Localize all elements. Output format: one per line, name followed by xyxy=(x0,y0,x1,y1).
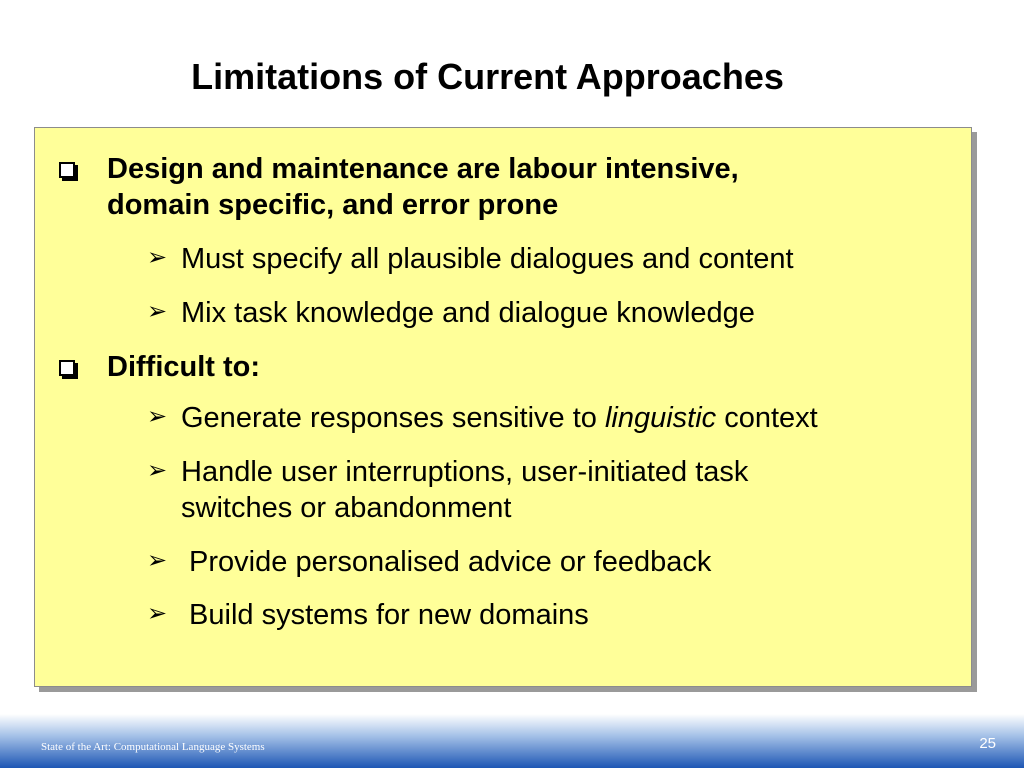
sub-bullet-text-part: Generate responses sensitive to xyxy=(181,402,605,434)
arrowhead-bullet-icon: ➢ xyxy=(147,244,168,271)
arrowhead-bullet-icon: ➢ xyxy=(147,403,168,430)
bullet-text: Design and maintenance are labour intensive, xyxy=(107,153,739,185)
footer-title: State of the Art: Computational Language Systems xyxy=(41,741,265,753)
slide-title: Limitations of Current Approaches xyxy=(191,56,784,97)
bullet-text: domain specific, and error prone xyxy=(107,189,559,221)
sub-bullet-text: Build systems for new domains xyxy=(181,599,589,631)
arrowhead-bullet-icon: ➢ xyxy=(147,600,168,627)
italic-emphasis: linguistic xyxy=(604,402,717,434)
hollow-square-bullet-icon xyxy=(59,360,75,376)
content-box xyxy=(34,127,972,687)
sub-bullet-text-part: context xyxy=(716,402,818,434)
hollow-square-bullet-icon xyxy=(59,162,75,178)
sub-bullet-text: switches or abandonment xyxy=(181,492,512,524)
sub-bullet-text: Must specify all plausible dialogues and content xyxy=(181,243,794,275)
sub-bullet-text: Provide personalised advice or feedback xyxy=(181,546,712,578)
page-number: 25 xyxy=(979,735,996,752)
sub-bullet-text: Handle user interruptions, user-initiated task xyxy=(181,456,749,488)
arrowhead-bullet-icon: ➢ xyxy=(147,457,168,484)
sub-bullet-text: Mix task knowledge and dialogue knowledge xyxy=(181,297,755,329)
arrowhead-bullet-icon: ➢ xyxy=(147,547,168,574)
arrowhead-bullet-icon: ➢ xyxy=(147,298,168,325)
sub-bullet-text xyxy=(181,401,818,435)
bullet-text: Difficult to: xyxy=(107,351,261,383)
